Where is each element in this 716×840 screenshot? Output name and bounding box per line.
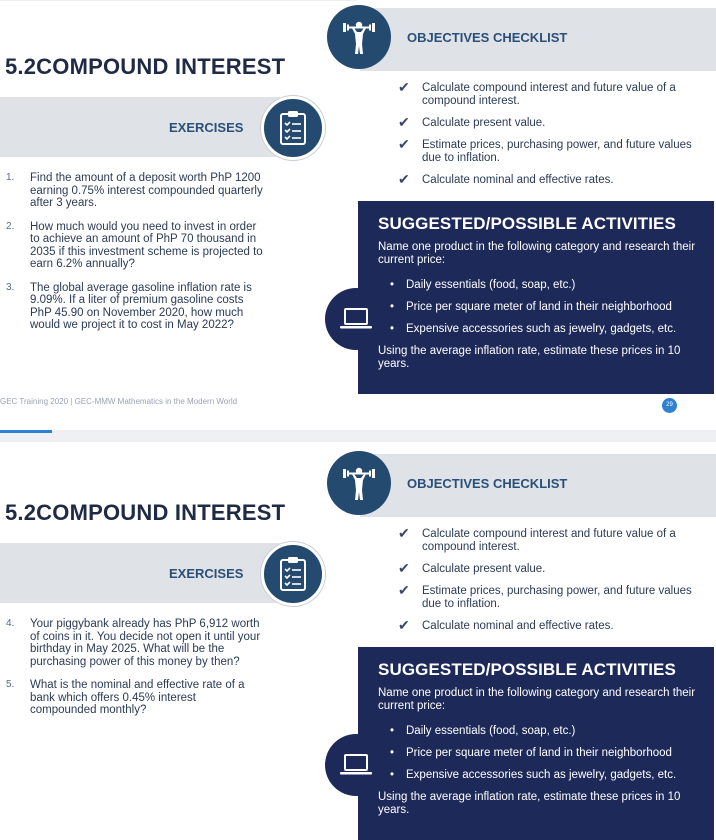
slide-2 bbox=[0, 445, 716, 840]
page-number: 29 bbox=[662, 398, 677, 413]
activities-outro: Using the average inflation rate, estimate these prices in 10 years. bbox=[378, 791, 681, 816]
footer-text: GEC Training 2020 | GEC-MMW Mathematics in the Modern World bbox=[0, 397, 238, 406]
exercises-title: EXERCISES bbox=[169, 120, 244, 135]
progress-accent bbox=[0, 430, 52, 433]
activity-item: • Daily essentials (food, soap, etc.) bbox=[390, 725, 576, 737]
activity-item: • Daily essentials (food, soap, etc.) bbox=[390, 279, 576, 291]
activities-list bbox=[390, 725, 710, 791]
laptop-icon bbox=[325, 288, 387, 350]
activities-list bbox=[390, 279, 710, 345]
activity-item: • Price per square meter of land in their neighborhood bbox=[390, 747, 672, 759]
objective-item: ✔ Calculate compound interest and future value of a compound interest. bbox=[398, 525, 676, 553]
checkmark-icon: ✔ bbox=[398, 560, 410, 576]
objective-item: ✔ Calculate nominal and effective rates. bbox=[398, 617, 614, 633]
activities-title: SUGGESTED/POSSIBLE ACTIVITIES bbox=[378, 214, 676, 233]
top-divider bbox=[0, 0, 356, 1]
checkmark-icon: ✔ bbox=[398, 79, 410, 95]
weightlifter-icon bbox=[327, 5, 391, 69]
exercise-item: 2. How much would you need to invest in order to achieve an amount of PhP 70 thousand in 2035 if this investment scheme is projected to earn 6.2% annually? bbox=[6, 220, 263, 270]
activities-panel bbox=[358, 201, 714, 394]
objectives-title: OBJECTIVES CHECKLIST bbox=[407, 476, 568, 491]
objective-item: ✔ Calculate compound interest and future value of a compound interest. bbox=[398, 79, 676, 107]
laptop-icon bbox=[325, 734, 387, 796]
clipboard-checklist-icon bbox=[261, 542, 325, 606]
exercise-item: 1. Find the amount of a deposit worth PhP 1200 earning 0.75% interest compounded quarterly after 3 years. bbox=[6, 172, 263, 209]
exercises-list bbox=[0, 172, 265, 343]
activities-intro: Name one product in the following category and research their current price: bbox=[378, 687, 696, 712]
clipboard-checklist-icon bbox=[261, 96, 325, 160]
slide-separator bbox=[0, 430, 716, 442]
objective-item: ✔ Estimate prices, purchasing power, and future values due to inflation. bbox=[398, 136, 692, 164]
exercise-item: 4. Your piggybank already has PhP 6,912 worth of coins in it. You decide not open it until your birthday in May 2025. What will be the purchasing power of this money by then? bbox=[6, 618, 261, 668]
activity-item: • Price per square meter of land in their neighborhood bbox=[390, 301, 672, 313]
checkmark-icon: ✔ bbox=[398, 114, 410, 130]
objectives-list bbox=[398, 79, 698, 196]
exercise-item: 3. The global average gasoline inflation rate is 9.09%. If a liter of premium gasoline costs PhP 45.90 on November 2020, how much would we project it to cost in May 2022? bbox=[6, 281, 252, 331]
activities-title: SUGGESTED/POSSIBLE ACTIVITIES bbox=[378, 660, 676, 679]
weightlifter-icon bbox=[327, 451, 391, 515]
objectives-title: OBJECTIVES CHECKLIST bbox=[407, 30, 568, 45]
objectives-list bbox=[398, 525, 698, 642]
activities-intro: Name one product in the following category and research their current price: bbox=[378, 241, 696, 266]
page-title: 5.2COMPOUND INTEREST bbox=[5, 500, 286, 525]
activity-item: • Expensive accessories such as jewelry, gadgets, etc. bbox=[390, 769, 677, 781]
checkmark-icon: ✔ bbox=[398, 171, 410, 187]
exercises-list bbox=[0, 618, 265, 728]
exercise-item: 5. What is the nominal and effective rate of a bank which offers 0.45% interest compounded monthly? bbox=[6, 679, 245, 716]
objective-item: ✔ Calculate present value. bbox=[398, 114, 546, 130]
activities-outro: Using the average inflation rate, estimate these prices in 10 years. bbox=[378, 345, 681, 370]
objective-item: ✔ Calculate present value. bbox=[398, 560, 546, 576]
exercises-title: EXERCISES bbox=[169, 566, 244, 581]
checkmark-icon: ✔ bbox=[398, 525, 410, 541]
checkmark-icon: ✔ bbox=[398, 582, 410, 598]
activity-item: • Expensive accessories such as jewelry, gadgets, etc. bbox=[390, 323, 677, 335]
checkmark-icon: ✔ bbox=[398, 136, 410, 152]
objective-item: ✔ Estimate prices, purchasing power, and future values due to inflation. bbox=[398, 582, 692, 610]
activities-panel bbox=[358, 647, 714, 840]
checkmark-icon: ✔ bbox=[398, 617, 410, 633]
page-title: 5.2COMPOUND INTEREST bbox=[5, 54, 286, 79]
objective-item: ✔ Calculate nominal and effective rates. bbox=[398, 171, 614, 187]
